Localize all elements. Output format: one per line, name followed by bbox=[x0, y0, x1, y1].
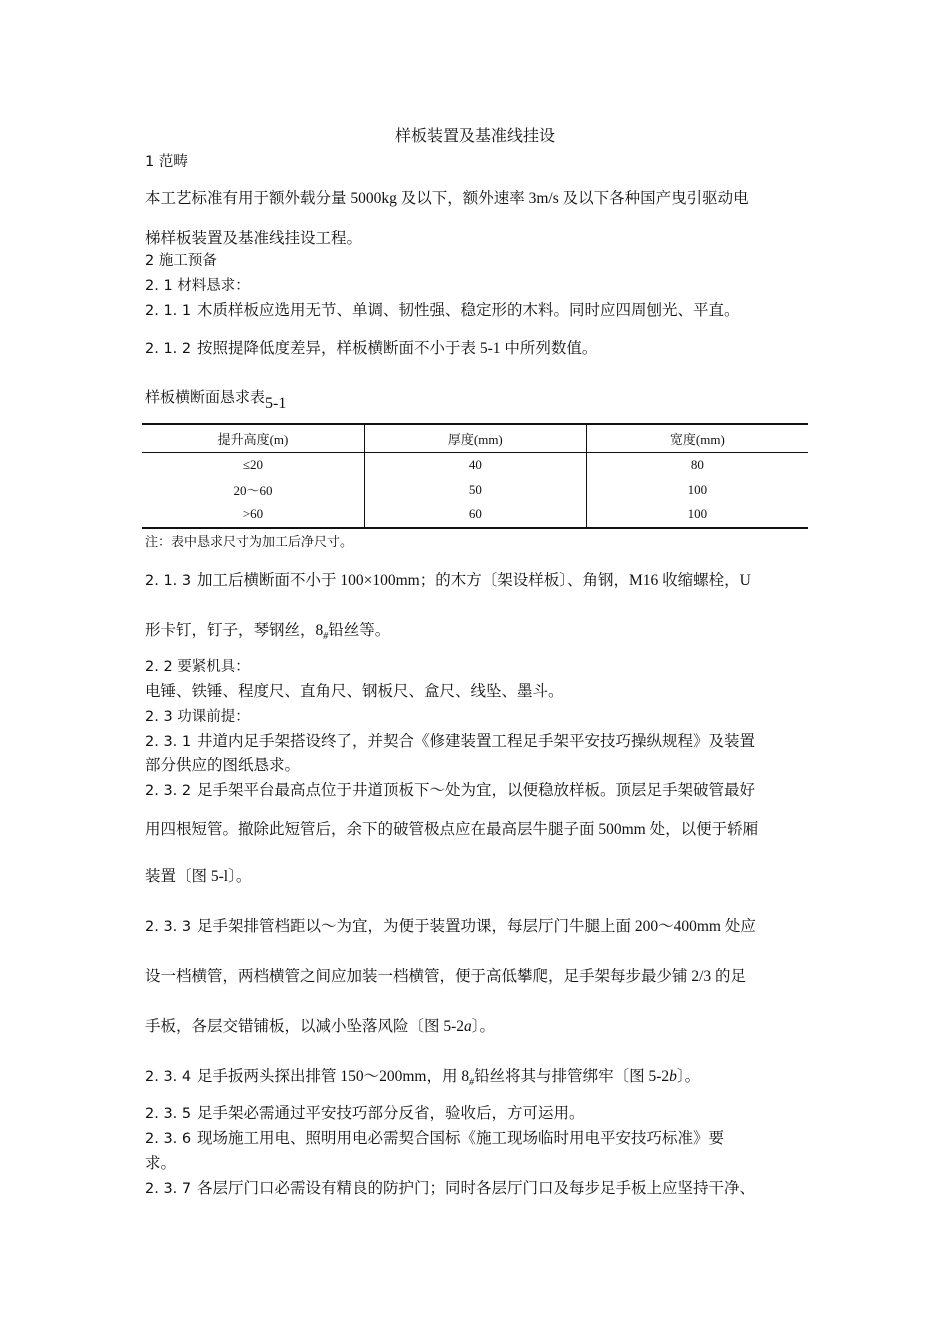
clause-2-3-2-line-1 bbox=[145, 778, 755, 800]
clause-2-1-3-line-2 bbox=[145, 618, 390, 642]
table-header-thickness: 厚度(mm) bbox=[364, 424, 586, 453]
clause-2-3-3-line-2: 设一档横管，两档横管之间应加装一档横管，便于高低攀爬，足手架每步最少铺 2/3 的足 bbox=[145, 968, 747, 985]
clause-2-3-1-line-2: 部分供应的图纸恳求。 bbox=[145, 757, 301, 774]
clause-2-1-2 bbox=[145, 336, 597, 358]
clause-number: 2. 3. 7 bbox=[145, 1181, 192, 1197]
table-row bbox=[142, 453, 808, 478]
clause-number: 2. 3. 3 bbox=[145, 919, 192, 935]
clause-number: 2. 3. 5 bbox=[145, 1106, 192, 1122]
table-cell: 40 bbox=[364, 453, 586, 478]
section-2-2-heading: 2. 2 要紧机具： bbox=[145, 659, 250, 675]
table-cell: 50 bbox=[364, 478, 586, 503]
table-row bbox=[142, 502, 808, 528]
table-cell: >60 bbox=[242, 506, 264, 522]
table-caption-text: 样板横断面恳求表 bbox=[145, 388, 266, 406]
section-1-text-line-2: 梯样板装置及基准线挂设工程。 bbox=[145, 230, 363, 247]
table-cell: 100 bbox=[586, 478, 808, 503]
clause-text: 足手架必需通过平安技巧部分反省，验收后，方可运用。 bbox=[197, 1105, 585, 1122]
subscript-mark: # bbox=[323, 631, 329, 643]
section-2-3-heading: 2. 3 功课前提： bbox=[145, 709, 250, 725]
clause-2-3-7 bbox=[145, 1176, 755, 1198]
clause-2-3-2-line-3: 装置〔图 5-l〕。 bbox=[145, 868, 252, 885]
clause-text: 〕。 bbox=[471, 1018, 496, 1035]
table-row bbox=[142, 478, 808, 503]
clause-2-3-6-line-2: 求。 bbox=[145, 1155, 177, 1172]
table-cell: 100 bbox=[586, 502, 808, 528]
figure-suffix: b bbox=[669, 1068, 677, 1085]
clause-number: 2. 3. 6 bbox=[145, 1131, 192, 1147]
clause-text: 足手架排管档距以～为宜，为便于装置功课，每层厅门牛腿上面 200～400mm 处应 bbox=[197, 918, 756, 935]
clause-text: 现场施工用电、照明用电必需契合国标《施工现场临时用电平安技巧标准》要 bbox=[197, 1130, 725, 1147]
clause-number: 2. 1. 2 bbox=[145, 341, 192, 357]
clause-text: 足手架平台最高点位于井道顶板下～处为宜，以便稳放样板。顶层足手架破管最好 bbox=[197, 782, 756, 799]
clause-2-3-6-line-1 bbox=[145, 1126, 724, 1148]
clause-number: 2. 3. 4 bbox=[145, 1069, 192, 1085]
clause-2-1-1 bbox=[145, 298, 740, 320]
clause-text: 形卡钉，钉子，琴钢丝，8 bbox=[145, 622, 324, 639]
table-cell: 20～60 bbox=[233, 483, 273, 499]
table-cell: ≤20 bbox=[242, 457, 264, 473]
clause-2-3-1-line-1 bbox=[145, 729, 755, 751]
clause-text: 按照提降低度差异，样板横断面不小于表 5-1 中所列数值。 bbox=[197, 340, 598, 357]
clause-2-3-3-line-1 bbox=[145, 914, 756, 936]
spec-table bbox=[142, 423, 808, 529]
clause-2-3-4 bbox=[145, 1064, 700, 1088]
clause-number: 2. 1. 1 bbox=[145, 303, 192, 319]
figure-suffix: a bbox=[464, 1018, 472, 1035]
table-note: 注：表中恳求尺寸为加工后净尺寸。 bbox=[145, 534, 354, 549]
clause-2-3-3-line-3 bbox=[145, 1014, 495, 1036]
table-header-row bbox=[142, 424, 808, 453]
clause-text: 足手扳两头探出排管 150～200mm，用 8 bbox=[197, 1068, 470, 1085]
clause-text: 手板，各层交错铺板，以减小坠落风险〔图 5-2 bbox=[145, 1018, 465, 1035]
clause-text: 木质样板应选用无节、单调、韧性强、稳定形的木料。同时应四周刨光、平直。 bbox=[197, 302, 740, 319]
section-1-heading: 1 范畴 bbox=[145, 154, 188, 170]
clause-text: 铅丝将其与排管绑牢〔图 5-2 bbox=[474, 1068, 670, 1085]
clause-text: 各层厅门口必需设有精良的防护门；同时各层厅门口及每步足手板上应坚持干净、 bbox=[197, 1180, 756, 1197]
table-caption-number: 5-1 bbox=[265, 395, 287, 412]
clause-text: 〕。 bbox=[676, 1068, 701, 1085]
page-title: 样板装置及基准线挂设 bbox=[394, 128, 555, 145]
section-1-text-line-1: 本工艺标准有用于额外载分量 5000kg 及以下，额外速率 3m/s 及以下各种国产曳引驱动电 bbox=[145, 190, 749, 207]
clause-text: 铅丝等。 bbox=[328, 622, 391, 639]
table-caption bbox=[145, 386, 287, 412]
clause-text: 井道内足手架搭设终了，并契合《修建装置工程足手架平安技巧操纵规程》及装置 bbox=[197, 733, 756, 750]
clause-2-1-3-line-1 bbox=[145, 568, 751, 590]
clause-2-3-2-line-2: 用四根短管。撤除此短管后，余下的破管极点应在最高层牛腿子面 500mm 处，以便于轿厢 bbox=[145, 821, 759, 838]
table-header-width: 宽度(mm) bbox=[586, 424, 808, 453]
table-cell: 80 bbox=[586, 453, 808, 478]
table-cell: 60 bbox=[364, 502, 586, 528]
clause-number: 2. 3. 2 bbox=[145, 783, 192, 799]
clause-number: 2. 1. 3 bbox=[145, 573, 192, 589]
clause-number: 2. 3. 1 bbox=[145, 734, 192, 750]
tools-list: 电锤、铁锤、程度尺、直角尺、钢板尺、盒尺、线坠、墨斗。 bbox=[145, 683, 564, 700]
clause-text: 加工后横断面不小于 100×100mm；的木方〔架设样板〕、角钢，M16 收缩螺栓，U bbox=[197, 572, 751, 589]
table-header-height: 提升高度(m) bbox=[142, 424, 364, 453]
section-2-heading: 2 施工预备 bbox=[145, 253, 217, 269]
section-2-1-heading: 2. 1 材料恳求： bbox=[145, 278, 250, 294]
clause-2-3-5 bbox=[145, 1101, 585, 1123]
subscript-mark: # bbox=[469, 1077, 475, 1089]
